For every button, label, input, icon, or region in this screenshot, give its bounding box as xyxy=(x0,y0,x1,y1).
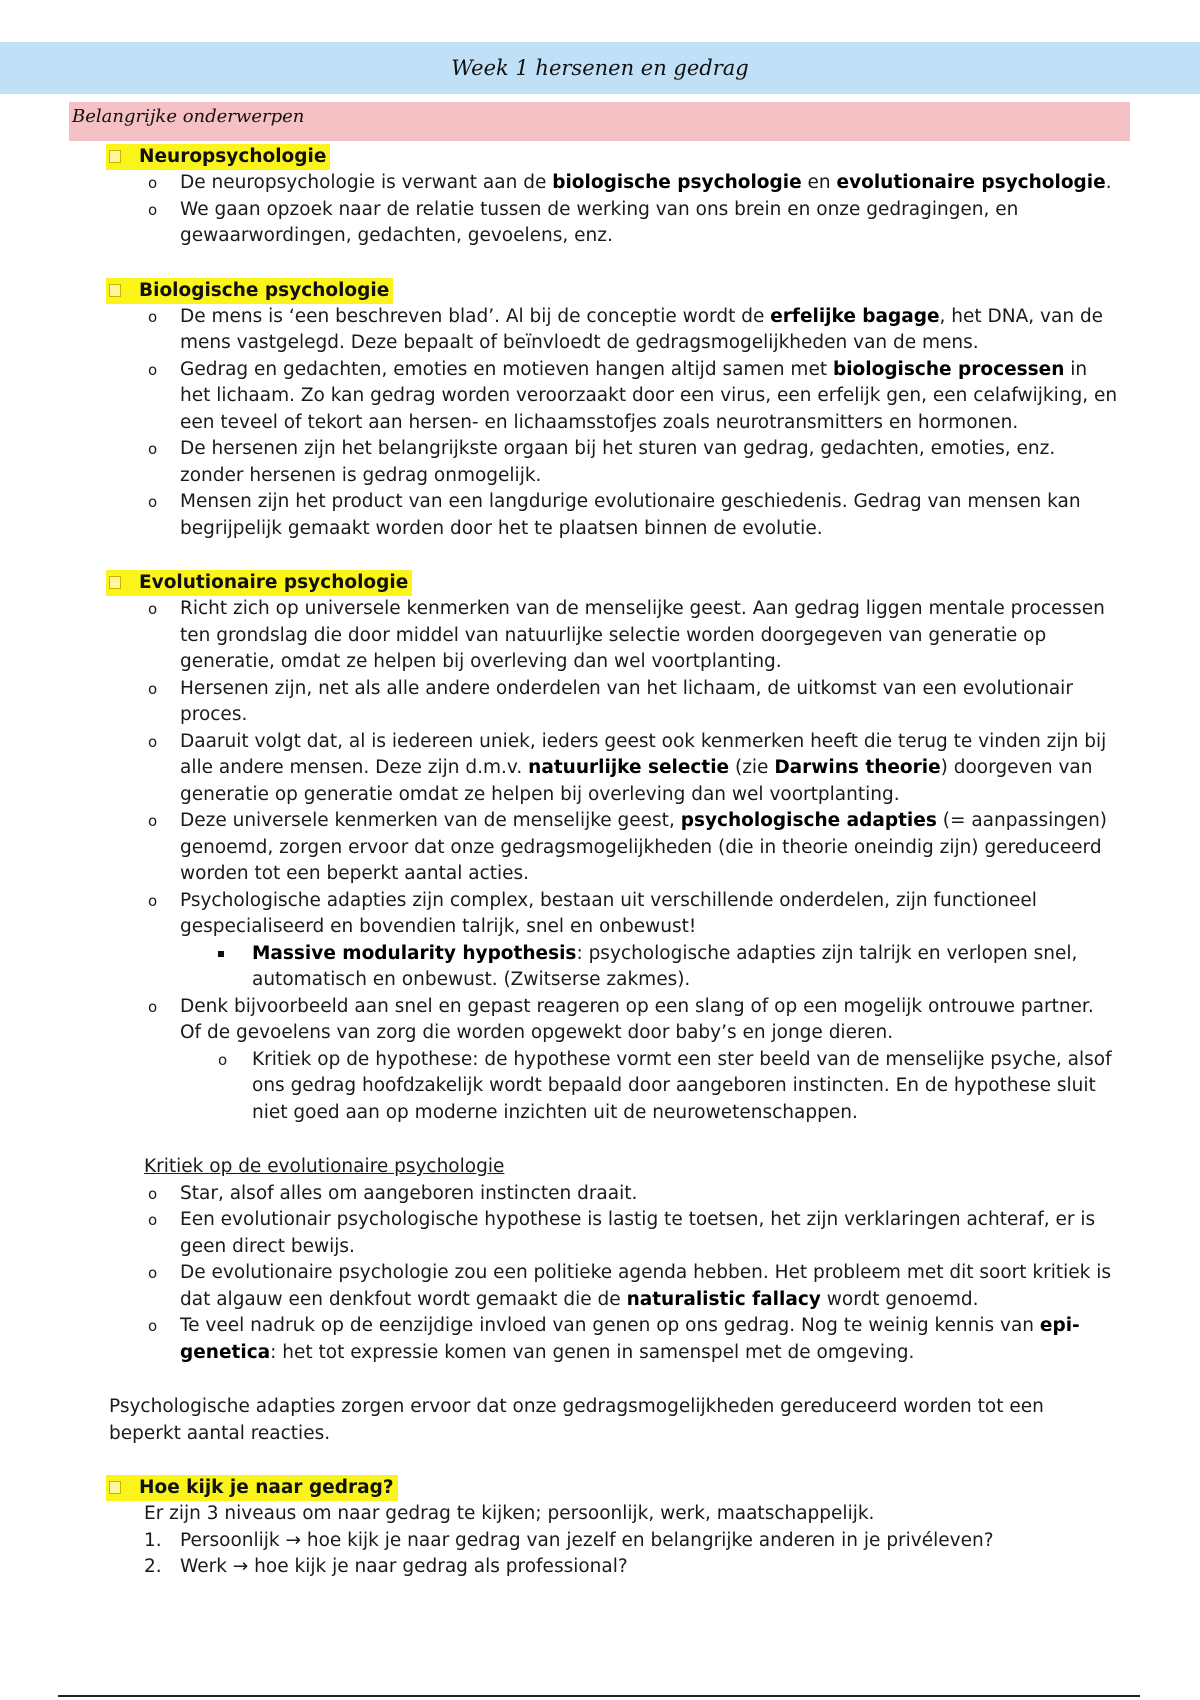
page-title: Week 1 hersenen en gedrag xyxy=(0,42,1200,94)
list-item: o Mensen zijn het product van een langdurige evolutionaire geschiedenis. Gedrag van mensen kan begrijpelijk gemaakt worden door het te plaatsen binnen de evolutie. xyxy=(0,489,1120,542)
list-item: o Een evolutionair psychologische hypothese is lastig te toetsen, het zijn verklaringen achteraf, er is geen direct bewijs. xyxy=(0,1207,1120,1260)
heading-text: Neuropsychologie xyxy=(139,146,327,167)
summary-paragraph: Psychologische adapties zorgen ervoor dat onze gedragsmogelijkheden gereduceerd worden tot een beperkt aantal reacties. xyxy=(109,1396,1044,1444)
list-item: o Daaruit volgt dat, al is iedereen uniek, ieders geest ook kenmerken heeft die terug te vinden zijn bij alle andere mensen. Deze zijn d.m.v. natuurlijke selectie (zie Darwins theorie) doorgeven van generatie op generatie omdat ze helpen bij overleving dan wel voortplanting. xyxy=(0,729,1120,809)
heading-text: Hoe kijk je naar gedrag? xyxy=(139,1477,394,1498)
checkbox-icon xyxy=(109,150,121,163)
list-item: o We gaan opzoek naar de relatie tussen de werking van ons brein en onze gedragingen, en gewaarwordingen, gedachten, gevoelens, enz. xyxy=(0,197,1120,250)
numbered-item: 2. Werk → hoe kijk je naar gedrag als professional? xyxy=(144,1556,628,1577)
list-item-bullet: Massive modularity hypothesis: psychologische adapties zijn talrijk en verlopen snel, automatisch en onbewust. (Zwitserse zakmes). xyxy=(0,941,1122,994)
checkbox-icon xyxy=(109,284,121,297)
list-item: o De mens is ‘een beschreven blad’. Al bij de conceptie wordt de erfelijke bagage, het DNA, van de mens vastgelegd. Deze bepaalt of beïnvloedt de gedragsmogelijkheden van de mens. xyxy=(0,304,1120,357)
list-item: o Psychologische adapties zijn complex, bestaan uit verschillende onderdelen, zijn functioneel gespecialiseerd en bovendien talrijk, snel en onbewust! xyxy=(0,888,1120,941)
heading-text: Evolutionaire psychologie xyxy=(139,572,409,593)
checkbox-icon xyxy=(109,1481,121,1494)
gedrag-intro: Er zijn 3 niveaus om naar gedrag te kijken; persoonlijk, werk, maatschappelijk. xyxy=(144,1503,875,1524)
heading-hoe-kijk-je-naar-gedrag xyxy=(106,1475,1200,1501)
checkbox-icon xyxy=(109,576,121,589)
list-item: o De neuropsychologie is verwant aan de biologische psychologie en evolutionaire psychologie. xyxy=(0,170,1120,197)
heading-neuropsychologie xyxy=(106,144,1200,170)
list-item: o Denk bijvoorbeeld aan snel en gepast reageren op een slang of op een mogelijk ontrouwe partner. Of de gevoelens van zorg die worden opgewekt door baby’s en jonge dieren. xyxy=(0,994,1120,1047)
heading-kritiek: Kritiek op de evolutionaire psychologie xyxy=(144,1156,505,1177)
list-item: o Hersenen zijn, net als alle andere onderdelen van het lichaam, de uitkomst van een evolutionair proces. xyxy=(0,676,1120,729)
kritiek-list xyxy=(0,1181,1200,1367)
footer-divider xyxy=(58,1695,1140,1697)
list-item-sub: o Kritiek op de hypothese: de hypothese vormt een ster beeld van de menselijke psyche, alsof ons gedrag hoofdzakelijk wordt bepaald door aangeboren instincten. En de hypothese sluit niet goed aan op moderne inzichten uit de neurowetenschappen. xyxy=(0,1047,1122,1127)
list-item: o De hersenen zijn het belangrijkste orgaan bij het sturen van gedrag, gedachten, emoties, enz. zonder hersenen is gedrag onmogelijk. xyxy=(0,436,1120,489)
numbered-item: 1. Persoonlijk → hoe kijk je naar gedrag van jezelf en belangrijke anderen in je privéleven? xyxy=(144,1529,994,1551)
list-item: o Te veel nadruk op de eenzijdige invloed van genen op ons gedrag. Nog te weinig kennis van epi-genetica: het tot expressie komen van genen in samenspel met de omgeving. xyxy=(0,1313,1120,1366)
heading-evolutionaire-psychologie xyxy=(106,570,1200,596)
list-item: o Star, alsof alles om aangeboren instincten draait. xyxy=(0,1181,1120,1208)
neuro-list xyxy=(0,170,1200,250)
list-item: o Gedrag en gedachten, emoties en motieven hangen altijd samen met biologische processen in het lichaam. Zo kan gedrag worden veroorzaakt door een virus, een erfelijk gen, een celafwijking, en een teveel of tekort aan hersen- en lichaamsstofjes zoals neurotransmitters en hormonen. xyxy=(0,357,1120,437)
heading-text: Biologische psychologie xyxy=(139,279,390,301)
topics-banner: Belangrijke onderwerpen xyxy=(69,102,1130,141)
list-item: o Richt zich op universele kenmerken van de menselijke geest. Aan gedrag liggen mentale processen ten grondslag die door middel van natuurlijke selectie worden doorgegeven van generatie op generatie, omdat ze helpen bij overleving dan wel voortplanting. xyxy=(0,596,1120,676)
list-item: o Deze universele kenmerken van de menselijke geest, psychologische adapties (= aanpassingen) genoemd, zorgen ervoor dat onze gedragsmogelijkheden (die in theorie oneindig zijn) gereduceerd worden tot een beperkt aantal acties. xyxy=(0,808,1120,888)
list-item: o De evolutionaire psychologie zou een politieke agenda hebben. Het probleem met dit soort kritiek is dat algauw een denkfout wordt gemaakt die de naturalistic fallacy wordt genoemd. xyxy=(0,1260,1120,1313)
evo-list xyxy=(0,596,1200,1126)
heading-biologische-psychologie xyxy=(106,278,1200,304)
document-body xyxy=(0,144,1200,1581)
bio-list xyxy=(0,304,1200,543)
